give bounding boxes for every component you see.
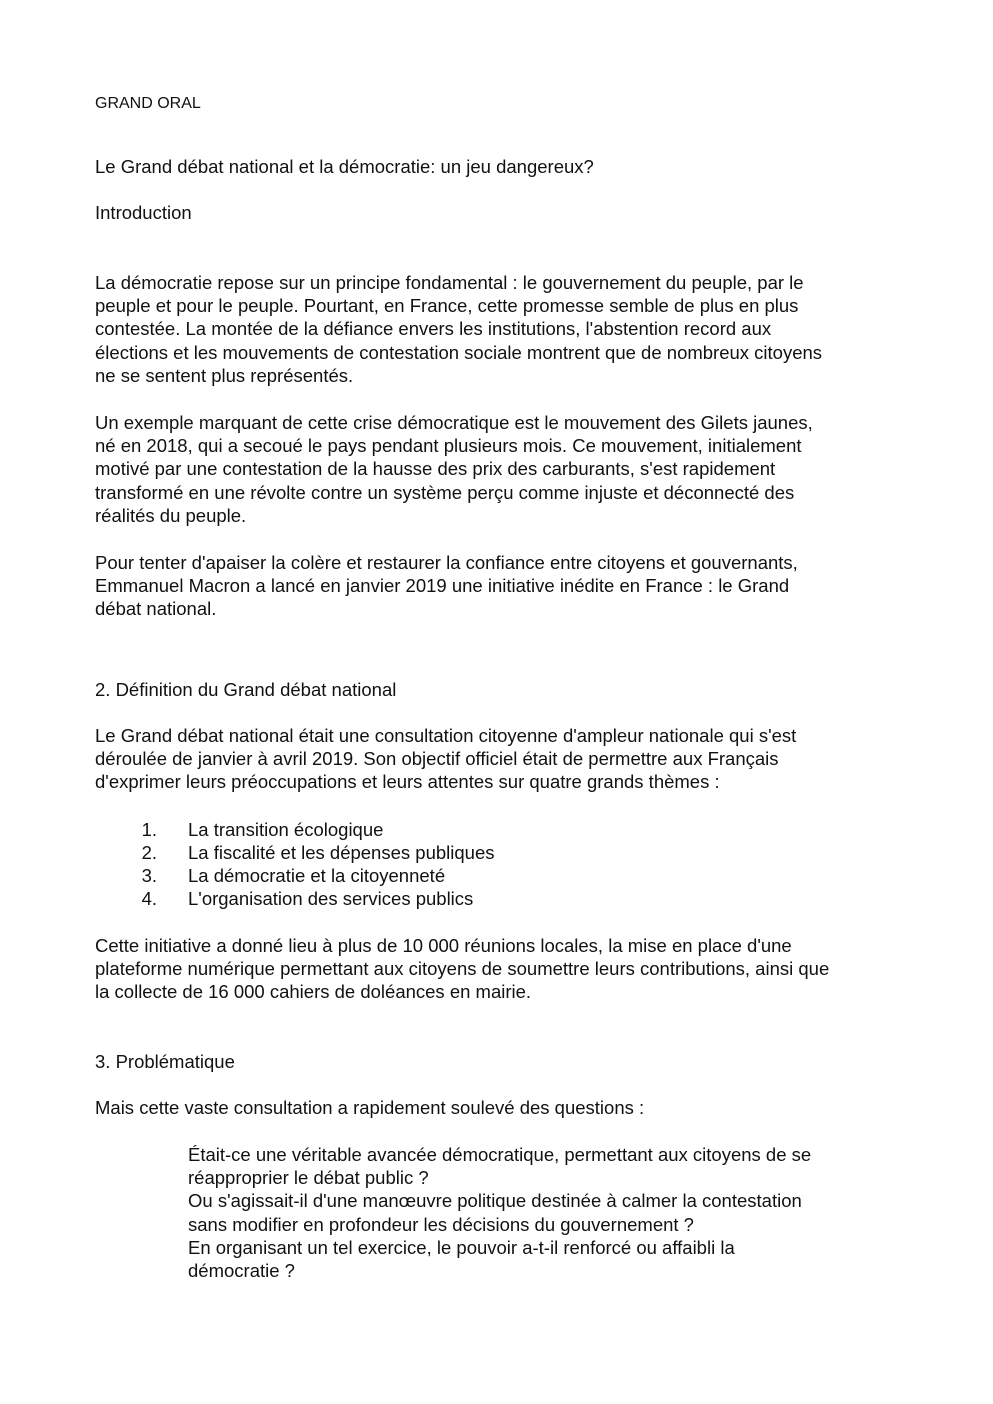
- problematique-intro: Mais cette vaste consultation a rapidement soulevé des questions :: [95, 1097, 645, 1118]
- intro-paragraph-1: [95, 271, 822, 387]
- definition-paragraph-1: [95, 724, 796, 794]
- text-line: réalités du peuple.: [95, 504, 247, 526]
- text-line: La démocratie repose sur un principe fondamental : le gouvernement du peuple, par le: [95, 272, 804, 293]
- text-line: plateforme numérique permettant aux citoyens de soumettre leurs contributions, ainsi que: [95, 958, 830, 980]
- intro-paragraph-2: [95, 411, 813, 527]
- text-line: peuple et pour le peuple. Pourtant, en France, cette promesse semble de plus en plus: [95, 295, 799, 317]
- text-line: la collecte de 16 000 cahiers de doléances en mairie.: [95, 981, 532, 1003]
- text-line: Un exemple marquant de cette crise démocratique est le mouvement des Gilets jaunes,: [95, 412, 813, 433]
- text-line: ne se sentent plus représentés.: [95, 364, 354, 386]
- text-line: né en 2018, qui a secoué le pays pendant plusieurs mois. Ce mouvement, initialement: [95, 435, 802, 457]
- question-line: Était-ce une véritable avancée démocratique, permettant aux citoyens de se: [188, 1144, 812, 1165]
- list-number: 3.: [141, 865, 157, 886]
- question-line: démocratie ?: [188, 1260, 295, 1282]
- problematique-questions: [188, 1143, 811, 1282]
- list-label: L'organisation des services publics: [188, 888, 474, 909]
- definition-paragraph-2: [95, 934, 829, 1004]
- text-line: élections et les mouvements de contestation sociale montrent que de nombreux citoyens: [95, 341, 823, 363]
- text-line: débat national.: [95, 598, 217, 620]
- question-line: En organisant un tel exercice, le pouvoir a-t-il renforcé ou affaibli la: [188, 1236, 735, 1258]
- text-line: motivé par une contestation de la hausse des prix des carburants, s'est rapidement: [95, 458, 776, 480]
- question-line: réapproprier le débat public ?: [188, 1167, 429, 1189]
- text-line: Le Grand débat national était une consultation citoyenne d'ampleur nationale qui s'est: [95, 725, 797, 746]
- text-line: transformé en une révolte contre un système perçu comme injuste et déconnecté des: [95, 481, 795, 503]
- list-label: La démocratie et la citoyenneté: [188, 865, 446, 886]
- header-label: GRAND ORAL: [95, 95, 201, 112]
- question-line: Ou s'agissait-il d'une manœuvre politique destinée à calmer la contestation: [188, 1190, 802, 1212]
- list-label: La transition écologique: [188, 819, 384, 840]
- list-number: 1.: [141, 819, 157, 840]
- list-number: 4.: [141, 888, 157, 909]
- text-line: contestée. La montée de la défiance envers les institutions, l'abstention record aux: [95, 318, 772, 340]
- intro-heading: Introduction: [95, 202, 192, 223]
- problematique-heading: 3. Problématique: [95, 1051, 235, 1072]
- document-title: Le Grand débat national et la démocratie: un jeu dangereux?: [95, 156, 594, 177]
- text-line: Cette initiative a donné lieu à plus de 10 000 réunions locales, la mise en place d'une: [95, 935, 792, 956]
- question-line: sans modifier en profondeur les décisions du gouvernement ?: [188, 1213, 694, 1235]
- text-line: Pour tenter d'apaiser la colère et restaurer la confiance entre citoyens et gouvernants,: [95, 552, 798, 573]
- list-number: 2.: [141, 842, 157, 863]
- intro-paragraph-3: [95, 551, 798, 621]
- definition-heading: 2. Définition du Grand débat national: [95, 679, 397, 700]
- text-line: d'exprimer leurs préoccupations et leurs attentes sur quatre grands thèmes :: [95, 771, 720, 793]
- list-label: La fiscalité et les dépenses publiques: [188, 842, 495, 863]
- text-line: Emmanuel Macron a lancé en janvier 2019 une initiative inédite en France : le Grand: [95, 575, 790, 597]
- text-line: déroulée de janvier à avril 2019. Son objectif officiel était de permettre aux Français: [95, 748, 779, 770]
